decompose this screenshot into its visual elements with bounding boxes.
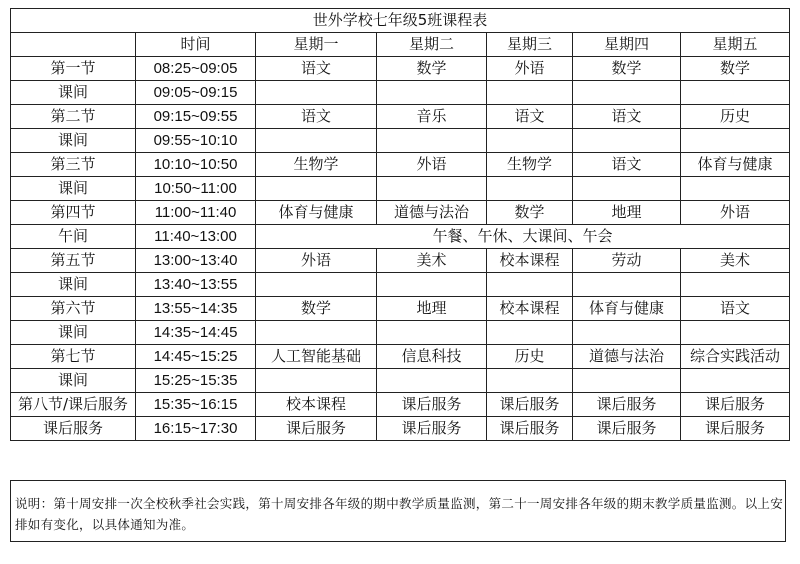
period-cell: 课间 bbox=[11, 129, 136, 153]
course-cell-tue bbox=[377, 81, 487, 105]
time-cell: 11:40~13:00 bbox=[136, 225, 256, 249]
table-row bbox=[11, 273, 790, 297]
course-cell-tue: 课后服务 bbox=[377, 393, 487, 417]
course-cell-wed bbox=[487, 129, 573, 153]
period-cell: 课间 bbox=[11, 369, 136, 393]
course-cell-wed: 数学 bbox=[487, 201, 573, 225]
course-cell-fri bbox=[681, 177, 790, 201]
table-row bbox=[11, 249, 790, 273]
course-cell-fri bbox=[681, 369, 790, 393]
course-cell-thu bbox=[573, 177, 681, 201]
course-cell-wed bbox=[487, 177, 573, 201]
course-cell-fri bbox=[681, 321, 790, 345]
course-cell-thu: 地理 bbox=[573, 201, 681, 225]
course-cell-thu bbox=[573, 273, 681, 297]
course-cell-mon bbox=[256, 273, 377, 297]
note-box bbox=[10, 480, 786, 542]
course-cell-mon: 校本课程 bbox=[256, 393, 377, 417]
course-cell-wed: 语文 bbox=[487, 105, 573, 129]
course-cell-wed: 校本课程 bbox=[487, 249, 573, 273]
course-cell-mon: 数学 bbox=[256, 297, 377, 321]
course-cell-fri bbox=[681, 273, 790, 297]
period-cell: 课间 bbox=[11, 321, 136, 345]
time-cell: 08:25~09:05 bbox=[136, 57, 256, 81]
course-cell-thu bbox=[573, 129, 681, 153]
table-row bbox=[11, 81, 790, 105]
course-cell-tue: 地理 bbox=[377, 297, 487, 321]
course-cell-thu: 课后服务 bbox=[573, 417, 681, 441]
course-cell-wed bbox=[487, 321, 573, 345]
header-row bbox=[11, 33, 790, 57]
course-cell-tue: 外语 bbox=[377, 153, 487, 177]
period-cell: 第四节 bbox=[11, 201, 136, 225]
course-cell-wed: 课后服务 bbox=[487, 417, 573, 441]
course-cell-tue bbox=[377, 369, 487, 393]
period-cell: 第五节 bbox=[11, 249, 136, 273]
table-row bbox=[11, 225, 790, 249]
header-cell-tuesday: 星期二 bbox=[377, 33, 487, 57]
course-cell-thu: 数学 bbox=[573, 57, 681, 81]
period-cell: 第二节 bbox=[11, 105, 136, 129]
course-cell-mon bbox=[256, 177, 377, 201]
header-cell-thursday: 星期四 bbox=[573, 33, 681, 57]
course-cell-tue bbox=[377, 177, 487, 201]
table-row bbox=[11, 369, 790, 393]
course-cell-fri: 语文 bbox=[681, 297, 790, 321]
course-cell-tue bbox=[377, 273, 487, 297]
table-row bbox=[11, 177, 790, 201]
time-cell: 10:50~11:00 bbox=[136, 177, 256, 201]
period-cell: 第六节 bbox=[11, 297, 136, 321]
course-cell-fri: 数学 bbox=[681, 57, 790, 81]
course-cell-mon: 外语 bbox=[256, 249, 377, 273]
time-cell: 09:55~10:10 bbox=[136, 129, 256, 153]
course-cell-thu bbox=[573, 321, 681, 345]
course-cell-fri: 美术 bbox=[681, 249, 790, 273]
course-cell-mon: 人工智能基础 bbox=[256, 345, 377, 369]
course-cell-fri: 综合实践活动 bbox=[681, 345, 790, 369]
course-cell-tue: 数学 bbox=[377, 57, 487, 81]
time-cell: 11:00~11:40 bbox=[136, 201, 256, 225]
course-cell-thu: 劳动 bbox=[573, 249, 681, 273]
table-row bbox=[11, 321, 790, 345]
course-cell-mon: 生物学 bbox=[256, 153, 377, 177]
course-cell-fri: 课后服务 bbox=[681, 417, 790, 441]
course-cell-tue: 课后服务 bbox=[377, 417, 487, 441]
period-cell: 第一节 bbox=[11, 57, 136, 81]
time-cell: 14:45~15:25 bbox=[136, 345, 256, 369]
course-cell-mon: 语文 bbox=[256, 57, 377, 81]
header-cell-corner bbox=[11, 33, 136, 57]
time-cell: 10:10~10:50 bbox=[136, 153, 256, 177]
course-cell-wed: 生物学 bbox=[487, 153, 573, 177]
period-cell: 课间 bbox=[11, 273, 136, 297]
time-cell: 09:15~09:55 bbox=[136, 105, 256, 129]
course-cell-thu bbox=[573, 369, 681, 393]
header-cell-wednesday: 星期三 bbox=[487, 33, 573, 57]
table-row bbox=[11, 153, 790, 177]
course-cell-fri: 外语 bbox=[681, 201, 790, 225]
time-cell: 09:05~09:15 bbox=[136, 81, 256, 105]
time-cell: 14:35~14:45 bbox=[136, 321, 256, 345]
course-cell-thu: 道德与法治 bbox=[573, 345, 681, 369]
course-cell-wed bbox=[487, 369, 573, 393]
period-cell: 第三节 bbox=[11, 153, 136, 177]
course-cell-mon bbox=[256, 321, 377, 345]
course-cell-thu bbox=[573, 81, 681, 105]
course-cell-wed: 外语 bbox=[487, 57, 573, 81]
time-cell: 13:55~14:35 bbox=[136, 297, 256, 321]
course-cell-fri bbox=[681, 81, 790, 105]
time-cell: 16:15~17:30 bbox=[136, 417, 256, 441]
course-cell-tue: 音乐 bbox=[377, 105, 487, 129]
time-cell: 15:25~15:35 bbox=[136, 369, 256, 393]
course-cell-mon: 课后服务 bbox=[256, 417, 377, 441]
time-cell: 13:40~13:55 bbox=[136, 273, 256, 297]
course-cell-mon bbox=[256, 369, 377, 393]
course-cell-wed bbox=[487, 81, 573, 105]
course-cell-mon: 语文 bbox=[256, 105, 377, 129]
course-cell-fri: 历史 bbox=[681, 105, 790, 129]
time-cell: 15:35~16:15 bbox=[136, 393, 256, 417]
course-cell-tue: 美术 bbox=[377, 249, 487, 273]
table-row bbox=[11, 57, 790, 81]
header-cell-friday: 星期五 bbox=[681, 33, 790, 57]
course-cell-tue: 信息科技 bbox=[377, 345, 487, 369]
course-cell-fri bbox=[681, 129, 790, 153]
table-row bbox=[11, 345, 790, 369]
period-cell: 第七节 bbox=[11, 345, 136, 369]
time-cell: 13:00~13:40 bbox=[136, 249, 256, 273]
course-cell-tue bbox=[377, 321, 487, 345]
title-row bbox=[11, 9, 790, 33]
course-cell-mon bbox=[256, 129, 377, 153]
table-row bbox=[11, 105, 790, 129]
course-cell-thu: 体育与健康 bbox=[573, 297, 681, 321]
note-text: 说明：第十周安排一次全校秋季社会实践，第十周安排各年级的期中教学质量监测，第二十一周安排各年级的期末教学质量监测。以上安排如有变化，以具体通知为准。 bbox=[15, 496, 784, 532]
course-cell-thu: 课后服务 bbox=[573, 393, 681, 417]
course-cell-fri: 课后服务 bbox=[681, 393, 790, 417]
period-cell: 课间 bbox=[11, 177, 136, 201]
table-row bbox=[11, 201, 790, 225]
course-cell-thu: 语文 bbox=[573, 105, 681, 129]
course-cell-wed bbox=[487, 273, 573, 297]
period-cell: 课后服务 bbox=[11, 417, 136, 441]
course-cell-tue: 道德与法治 bbox=[377, 201, 487, 225]
table-row bbox=[11, 417, 790, 441]
course-cell-wed: 校本课程 bbox=[487, 297, 573, 321]
table-title: 世外学校七年级5班课程表 bbox=[11, 9, 790, 33]
table-row bbox=[11, 393, 790, 417]
table-row bbox=[11, 297, 790, 321]
course-cell-thu: 语文 bbox=[573, 153, 681, 177]
period-cell: 第八节/课后服务 bbox=[11, 393, 136, 417]
header-cell-monday: 星期一 bbox=[256, 33, 377, 57]
course-cell-wed: 历史 bbox=[487, 345, 573, 369]
period-cell: 课间 bbox=[11, 81, 136, 105]
header-cell-time: 时间 bbox=[136, 33, 256, 57]
course-cell-fri: 体育与健康 bbox=[681, 153, 790, 177]
course-cell-mon: 体育与健康 bbox=[256, 201, 377, 225]
course-cell-mon bbox=[256, 81, 377, 105]
period-cell: 午间 bbox=[11, 225, 136, 249]
course-cell-wed: 课后服务 bbox=[487, 393, 573, 417]
schedule-table bbox=[10, 8, 790, 441]
table-row bbox=[11, 129, 790, 153]
course-cell-tue bbox=[377, 129, 487, 153]
merged-activity-cell: 午餐、午休、大课间、午会 bbox=[256, 225, 790, 249]
